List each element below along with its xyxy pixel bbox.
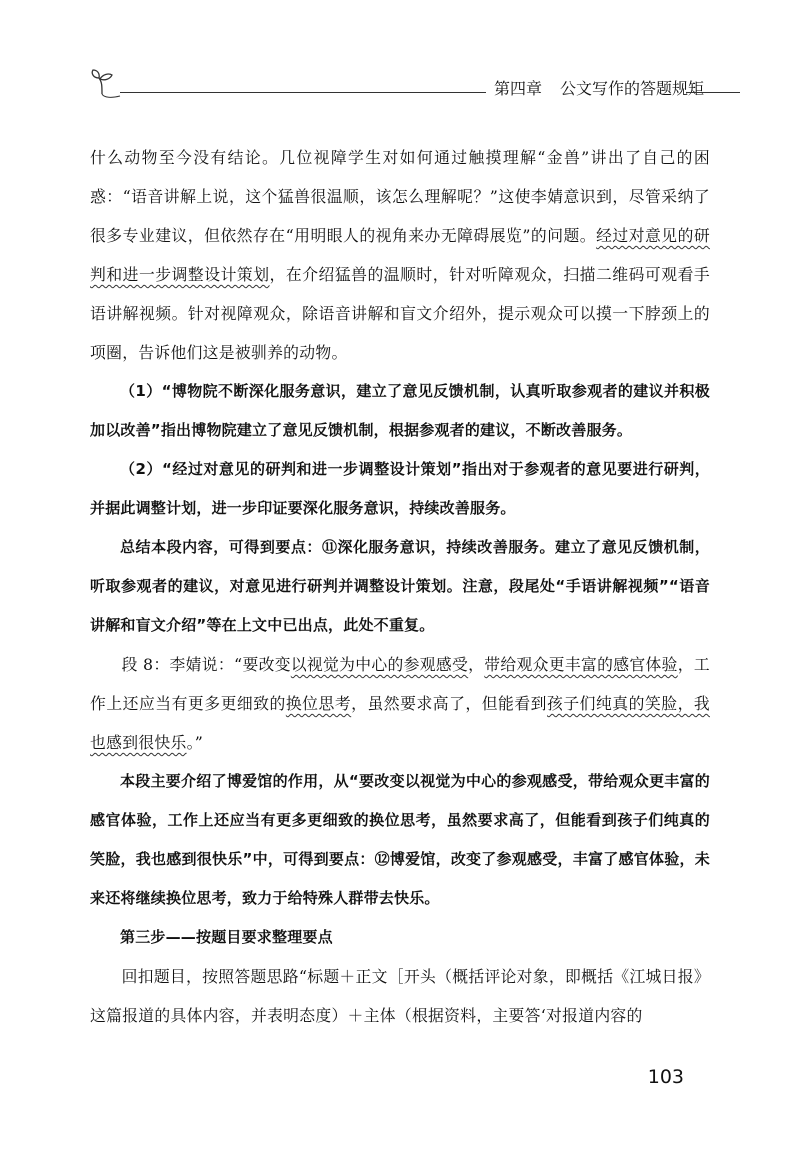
- page-number: 103: [647, 1066, 684, 1088]
- quoted-paragraph-8: [90, 645, 710, 762]
- wavy-underlined-phrase: 以视觉为中心的参观感受: [290, 655, 469, 674]
- step-three-heading: 第三步——按题目要求整理要点: [120, 928, 333, 946]
- text-run: ，虽然要求高了，但能看到: [351, 694, 548, 713]
- header-rule-left: [120, 92, 486, 93]
- text-run: ，: [468, 655, 485, 674]
- text-run: 段 8：李婧说：“要改变: [121, 655, 291, 674]
- answer-outline: 回扣题目，按照答题思路“标题＋正文［开头（概括评论对象，即概括《江城日报》这篇报道的具体内容，并表明态度）＋主体（根据资料，主要答‘对报道内容的: [90, 967, 710, 1025]
- paragraph-summary: 总结本段内容，可得到要点：⑪深化服务意识，持续改善服务。建立了意见反馈机制，听取参观者的建议，对意见进行研判并调整设计策划。注意，段尾处“手语讲解视频”“语音讲解和盲文介绍”等在上文中已出点，此处不重复。: [90, 538, 710, 634]
- text-run: 。”: [186, 733, 204, 752]
- header-rule-right: [686, 92, 740, 93]
- wavy-underlined-phrase: 孩子们纯真的笑脸，我也感到很快乐: [90, 694, 710, 752]
- analysis-point-2: （2）“经过对意见的研判和进一步调整设计策划”指出对于参观者的意见要进行研判，并据此调整计划，进一步印证要深化服务意识，持续改善服务。: [90, 460, 710, 517]
- text-run: 什么动物至今没有结论。几位视障学生对如何通过触摸理解“金兽”讲出了自己的困惑：“语音讲解上说，这个猛兽很温顺，该怎么理解呢？”这使李婧意识到，尽管采纳了很多专业建议，但依然存在“用明眼人的视角来办无障碍展览”的问题。: [90, 148, 710, 245]
- running-header: [90, 66, 740, 100]
- sprout-icon: [90, 66, 130, 100]
- wavy-underlined-phrase: 带给观众更丰富的感官体验: [484, 655, 678, 674]
- wavy-underlined-phrase: 换位思考: [285, 694, 352, 713]
- text-run: ，工作上还应当有更多更细致的: [90, 655, 710, 713]
- paragraph-continued: [90, 138, 710, 372]
- chapter-name: 公文写作的答题规矩: [560, 79, 705, 98]
- text-run: ，在介绍猛兽的温顺时，针对听障观众，扫描二维码可观看手语讲解视频。针对视障观众，除语音讲解和盲文介绍外，提示观众可以摸一下脖颈上的项圈，告诉他们这是被驯养的动物。: [90, 265, 710, 362]
- analysis-point-1: （1）“博物院不断深化服务意识，建立了意见反馈机制，认真听取参观者的建议并积极加以改善”指出博物院建立了意见反馈机制，根据参观者的建议，不断改善服务。: [90, 382, 710, 439]
- paragraph-8-summary: 本段主要介绍了博爱馆的作用，从“要改变以视觉为中心的参观感受，带给观众更丰富的感官体验，工作上还应当有更多更细致的换位思考，虽然要求高了，但能看到孩子们纯真的笑脸，我也感到很快乐”中，可得到要点：⑫博爱馆，改变了参观感受，丰富了感官体验，未来还将继续换位思考，致力于给特殊人群带去快乐。: [90, 772, 710, 907]
- wavy-underlined-phrase: 经过对意见的研判和进一步调整设计策划: [90, 226, 710, 284]
- chapter-title: [494, 76, 704, 99]
- page-body: [90, 138, 710, 1035]
- chapter-number: 第四章: [494, 79, 543, 98]
